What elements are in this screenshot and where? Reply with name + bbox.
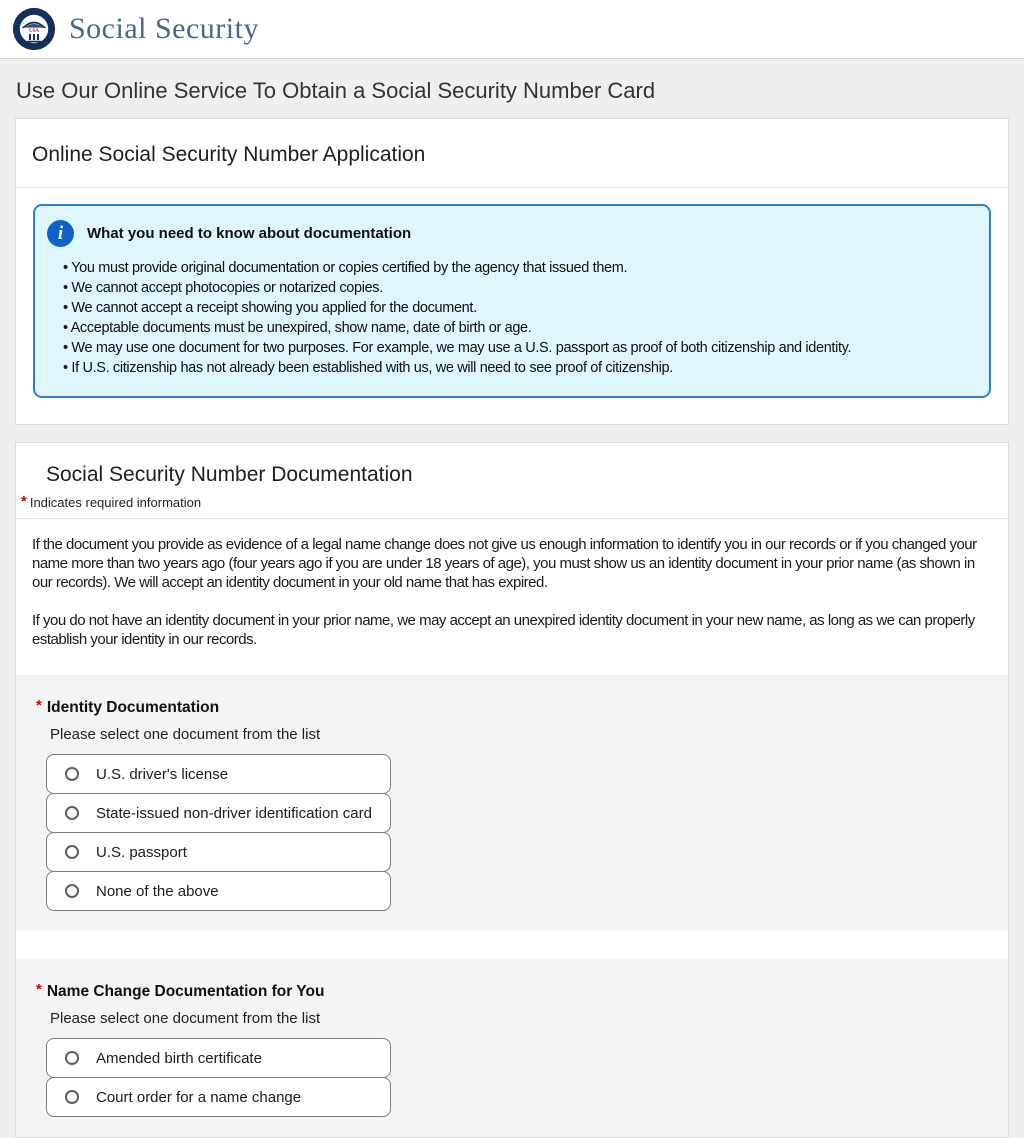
name-change-documentation-instruction: Please select one document from the list — [50, 1010, 321, 1027]
identity-documentation-instruction: Please select one document from the list — [50, 726, 321, 743]
radio-button[interactable] — [65, 806, 79, 820]
info-bullet: • Acceptable documents must be unexpired, show name, date of birth or age. — [63, 318, 973, 338]
documentation-section-head — [16, 443, 1008, 493]
info-bullet: • We cannot accept photocopies or notarized copies. — [63, 278, 973, 298]
info-icon: i — [47, 220, 74, 247]
svg-text:USA: USA — [28, 29, 40, 35]
ssa-seal-icon — [12, 7, 56, 51]
site-header — [0, 0, 1024, 59]
required-note-text: Indicates required information — [29, 495, 202, 510]
radio-button[interactable] — [65, 845, 79, 859]
radio-button[interactable] — [65, 1051, 79, 1065]
application-card-title: Online Social Security Number Application — [32, 143, 426, 166]
paragraph-no-prior-identity-doc: If you do not have an identity document in your prior name, we may accept an unexpired identity document in your new name, as long as we can properly establish your identity in our records. — [32, 612, 975, 648]
radio-option-label: U.S. driver's license — [96, 765, 229, 783]
radio-option-amended-birth-certificate[interactable] — [46, 1038, 391, 1078]
info-bullet-list — [63, 258, 973, 378]
identity-documentation-label-row — [36, 699, 988, 717]
name-change-documentation-label: Name Change Documentation for You — [46, 983, 325, 1000]
required-asterisk: * — [36, 981, 42, 998]
identity-documentation-label: Identity Documentation — [46, 699, 220, 716]
info-bullet: • We cannot accept a receipt showing you applied for the document. — [63, 298, 973, 318]
page-title: Use Our Online Service To Obtain a Social Security Number Card — [16, 78, 656, 103]
name-change-documentation-label-row — [36, 983, 988, 1001]
radio-option-label: State-issued non-driver identification card — [96, 804, 372, 822]
card-divider — [16, 187, 1008, 188]
info-bullet: • If U.S. citizenship has not already been established with us, we will need to see proof of citizenship. — [63, 358, 973, 378]
radio-option-label: None of the above — [96, 882, 219, 900]
documentation-paragraphs — [16, 519, 1008, 675]
info-box — [33, 204, 991, 398]
documentation-title: Social Security Number Documentation — [46, 463, 413, 486]
required-asterisk: * — [36, 697, 42, 714]
radio-option-us-passport[interactable] — [46, 832, 391, 872]
name-change-documentation-group — [16, 959, 1008, 1137]
paragraph-name-change-evidence: If the document you provide as evidence of a legal name change does not give us enough information to identify you in our records or if you changed your name more than two years ago (four years ago if you are under 18 years of age), you must show us an identity document in your prior name (as shown in our records). We will accept an identity document in your old name that has expired. — [32, 536, 977, 591]
info-bullet: • You must provide original documentation or copies certified by the agency that issued them. — [63, 258, 973, 278]
required-asterisk: * — [21, 493, 27, 510]
name-change-documentation-options — [46, 1038, 391, 1117]
radio-button[interactable] — [65, 1090, 79, 1104]
radio-option-label: Court order for a name change — [96, 1088, 302, 1106]
required-note — [21, 495, 1008, 510]
radio-option-label: U.S. passport — [96, 843, 187, 861]
radio-option-us-drivers-license[interactable] — [46, 754, 391, 794]
radio-option-none-of-the-above[interactable] — [46, 871, 391, 911]
radio-option-label: Amended birth certificate — [96, 1049, 262, 1067]
identity-documentation-options — [46, 754, 391, 911]
radio-button[interactable] — [65, 884, 79, 898]
documentation-card — [15, 442, 1009, 1138]
info-box-header — [47, 220, 973, 247]
radio-button[interactable] — [65, 767, 79, 781]
brand-title: Social Security — [69, 12, 259, 45]
info-box-title: What you need to know about documentation — [87, 225, 412, 242]
radio-option-state-id-card[interactable] — [46, 793, 391, 833]
identity-documentation-group — [16, 675, 1008, 931]
radio-option-court-order-name-change[interactable] — [46, 1077, 391, 1117]
info-bullet: • We may use one document for two purposes. For example, we may use a U.S. passport as proof of both citizenship and identity. — [63, 338, 973, 358]
application-card — [15, 118, 1009, 425]
